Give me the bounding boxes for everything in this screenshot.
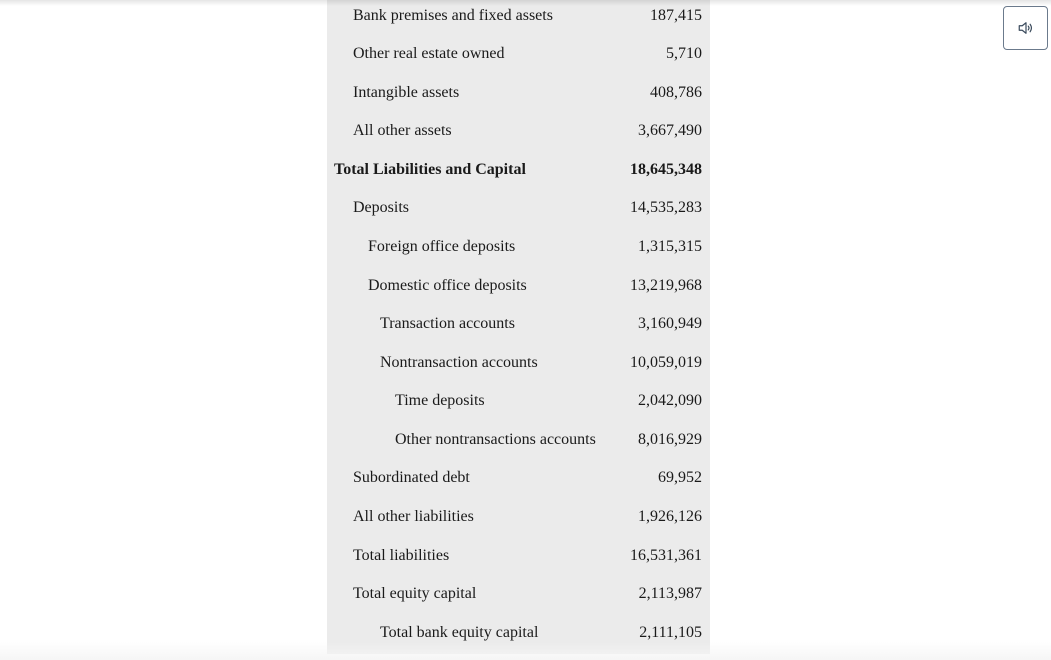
table-row <box>327 421 710 459</box>
row-value: 2,111,105 <box>639 624 702 641</box>
speaker-icon <box>1017 19 1035 37</box>
row-value: 2,042,090 <box>638 392 702 409</box>
row-value: 3,667,490 <box>638 122 702 139</box>
top-shadow <box>0 0 1051 6</box>
table-row <box>327 228 710 266</box>
row-label: All other liabilities <box>353 508 474 525</box>
row-value: 8,016,929 <box>638 431 702 448</box>
row-label: Foreign office deposits <box>368 238 516 255</box>
row-label: Domestic office deposits <box>368 277 527 294</box>
bottom-fade <box>0 642 1051 660</box>
row-label: Total Liabilities and Capital <box>334 161 526 178</box>
table-row <box>327 305 710 343</box>
table-row <box>327 267 710 305</box>
table-row <box>327 74 710 112</box>
row-label: Deposits <box>353 199 409 216</box>
row-label: Bank premises and fixed assets <box>353 7 553 24</box>
row-value: 18,645,348 <box>630 161 702 178</box>
row-value: 69,952 <box>658 469 702 486</box>
row-value: 13,219,968 <box>630 277 702 294</box>
table-row <box>327 35 710 73</box>
row-value: 10,059,019 <box>630 354 702 371</box>
table-row <box>327 459 710 497</box>
row-label: Other nontransactions accounts <box>395 431 596 448</box>
row-label: Total liabilities <box>353 547 450 564</box>
row-label: Nontransaction accounts <box>380 354 538 371</box>
table-row <box>327 344 710 382</box>
row-value: 1,926,126 <box>638 508 702 525</box>
table-row <box>327 151 710 189</box>
balance-sheet-table <box>327 0 710 654</box>
table-row <box>327 112 710 150</box>
listen-audio-button[interactable] <box>1003 6 1048 50</box>
row-label: Other real estate owned <box>353 45 505 62</box>
row-value: 408,786 <box>650 84 702 101</box>
row-label: Time deposits <box>395 392 485 409</box>
row-value: 14,535,283 <box>630 199 702 216</box>
row-label: Subordinated debt <box>353 469 470 486</box>
row-label: Total equity capital <box>353 585 477 602</box>
table-row <box>327 575 710 613</box>
row-label: Intangible assets <box>353 84 460 101</box>
row-value: 2,113,987 <box>638 585 702 602</box>
row-label: All other assets <box>353 122 452 139</box>
row-value: 187,415 <box>650 7 702 24</box>
row-value: 16,531,361 <box>630 547 702 564</box>
row-label: Transaction accounts <box>380 315 515 332</box>
row-value: 3,160,949 <box>638 315 702 332</box>
table-row <box>327 189 710 227</box>
table-row <box>327 498 710 536</box>
table-row <box>327 382 710 420</box>
row-value: 5,710 <box>666 45 702 62</box>
row-value: 1,315,315 <box>638 238 702 255</box>
table-row <box>327 537 710 575</box>
row-label: Total bank equity capital <box>380 624 539 641</box>
